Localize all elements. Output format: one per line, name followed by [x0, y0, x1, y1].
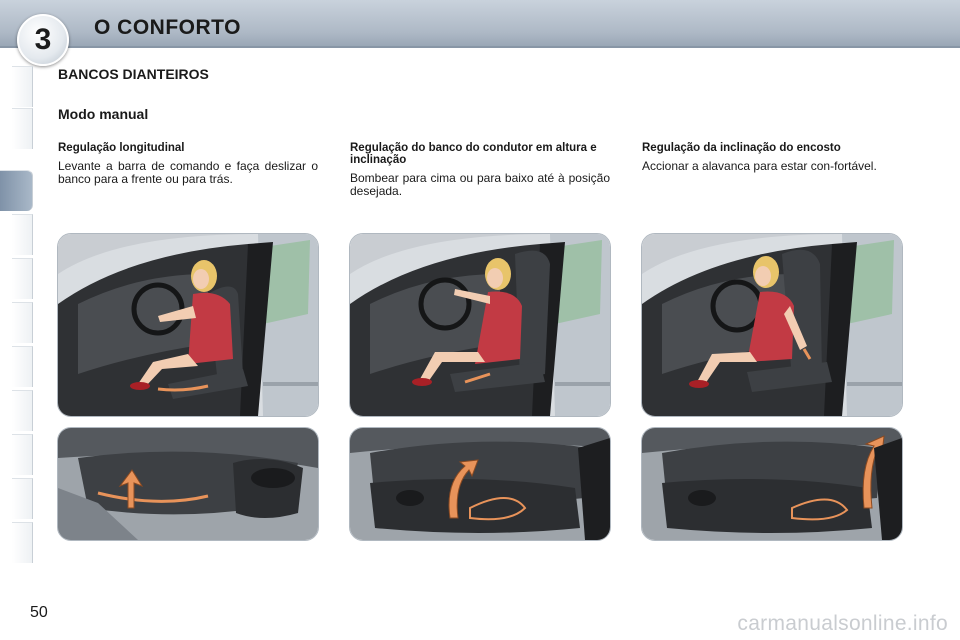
column-heading: Regulação longitudinal [58, 142, 185, 154]
illustration-driver-recline [641, 233, 903, 417]
side-tab-6[interactable] [12, 302, 33, 343]
column-longitudinal [58, 142, 318, 186]
page-title: O CONFORTO [94, 16, 241, 39]
column-heading: Regulação do banco do condutor em altura e inclinação [350, 142, 597, 166]
section-subtitle: Modo manual [58, 106, 149, 122]
side-tab-2[interactable] [12, 108, 33, 149]
chapter-number-badge [17, 14, 69, 66]
side-tab-3-active[interactable] [0, 170, 33, 211]
side-tab-10[interactable] [12, 478, 33, 519]
side-tab-8[interactable] [12, 390, 33, 431]
column-body: Accionar a alavanca para estar con-fortável. [642, 159, 877, 173]
watermark: carmanualsonline.info [737, 612, 948, 635]
chapter-side-tabs [0, 66, 34, 578]
column-recline [642, 142, 902, 173]
page-number: 50 [30, 604, 48, 621]
side-tab-7[interactable] [12, 346, 33, 387]
side-tab-4[interactable] [12, 214, 33, 255]
illustration-detail-front-bar [57, 427, 319, 541]
column-body: Levante a barra de comando e faça deslizar o banco para a frente ou para trás. [58, 159, 318, 186]
illustration-detail-pump-lever [349, 427, 611, 541]
column-body: Bombear para cima ou para baixo até à posição desejada. [350, 171, 610, 198]
side-tab-9[interactable] [12, 434, 33, 475]
section-title: BANCOS DIANTEIROS [58, 66, 209, 82]
chapter-number: 3 [34, 23, 52, 56]
column-height [350, 142, 610, 198]
side-tab-1[interactable] [12, 66, 33, 107]
illustration-detail-recline-lever [641, 427, 903, 541]
header-divider [0, 46, 960, 48]
column-heading: Regulação da inclinação do encosto [642, 142, 841, 154]
side-tab-11[interactable] [12, 522, 33, 563]
illustration-driver-height [349, 233, 611, 417]
illustration-driver-longitudinal [57, 233, 319, 417]
side-tab-5[interactable] [12, 258, 33, 299]
